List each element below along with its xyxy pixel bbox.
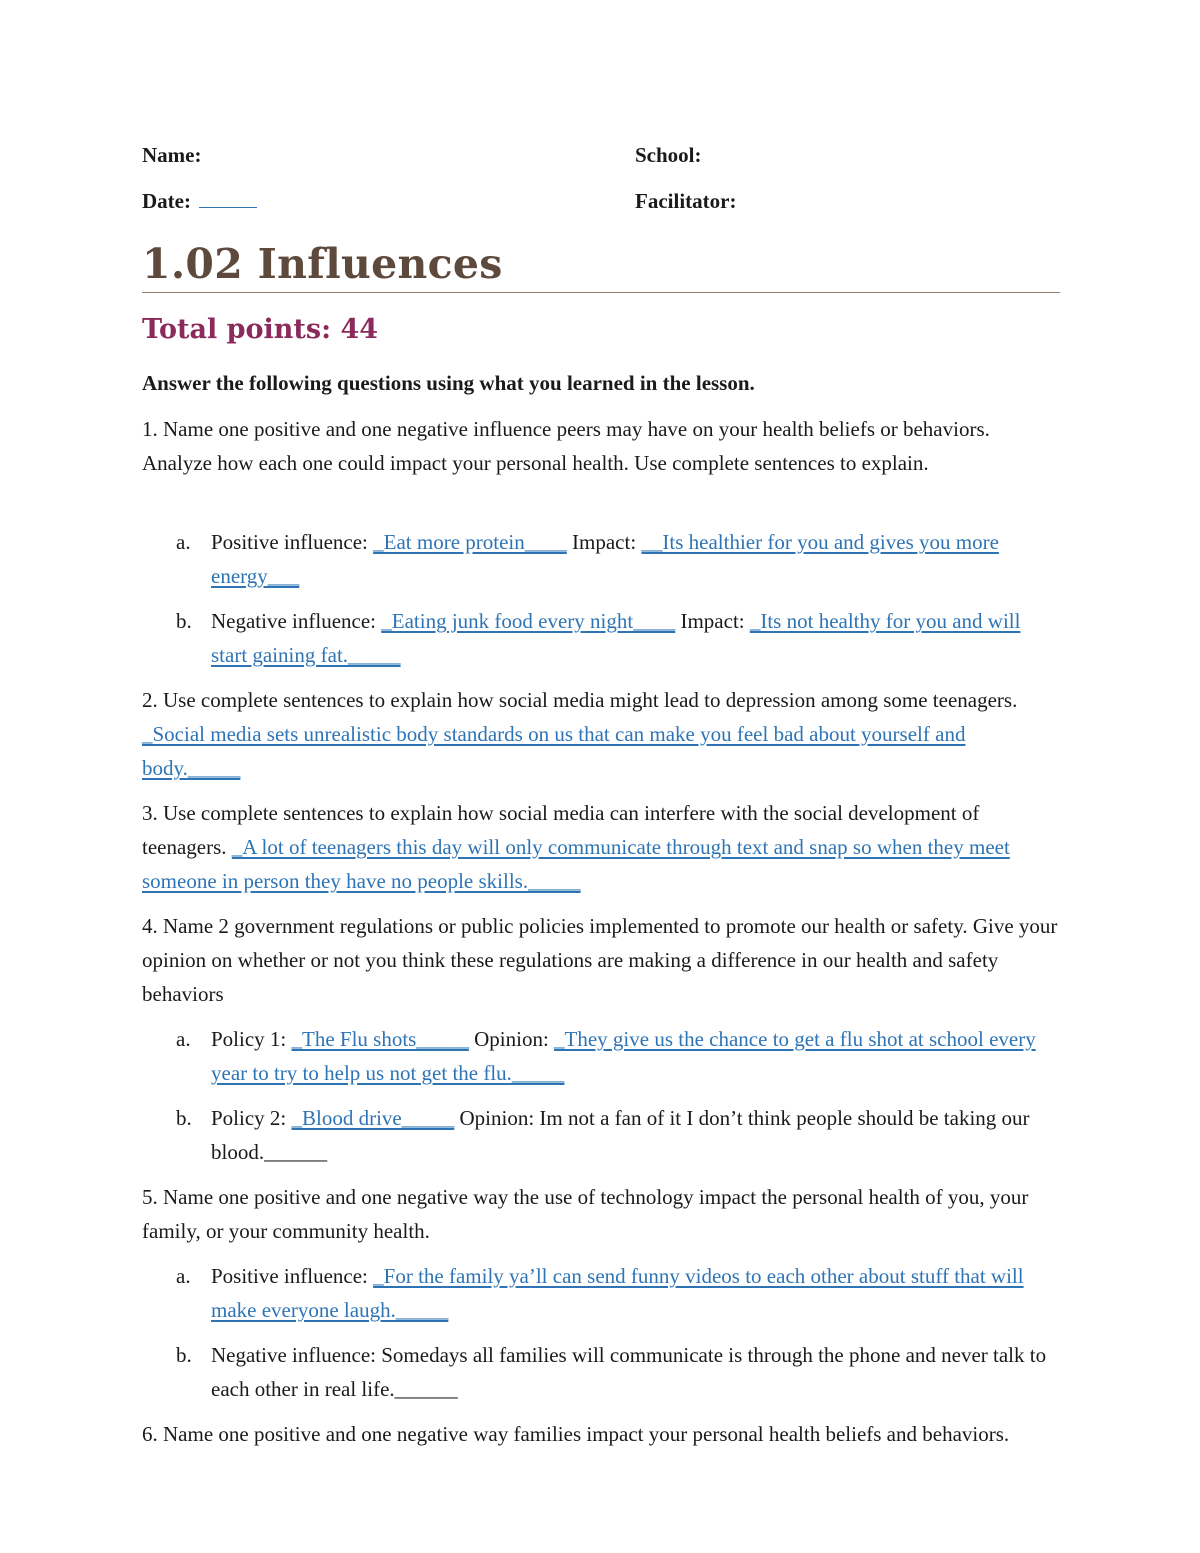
- answer-policy-1[interactable]: _The Flu shots_____: [291, 1027, 469, 1051]
- question-5-prompt: 5. Name one positive and one negative way the use of technology impact the personal health of you, your family, or your community health.: [142, 1185, 1029, 1243]
- answer-negative-impact[interactable]: _Its not healthy for you and will start gaining fat._____: [211, 609, 1021, 667]
- total-points: Total points: 44: [142, 314, 379, 345]
- name-label: Name:: [142, 143, 202, 167]
- answer-opinion-2[interactable]: Opinion: Im not a fan of it I don’t think people should be taking our blood.______: [211, 1106, 1030, 1164]
- item-label: Positive influence:: [211, 1264, 374, 1288]
- item-label: Positive influence:: [211, 530, 374, 554]
- item-marker: a.: [176, 530, 191, 554]
- item-marker: a.: [176, 1027, 191, 1051]
- answer-technology-negative[interactable]: Negative influence: Somedays all families will communicate is through the phone and never talk to each other in real life.______: [211, 1343, 1047, 1401]
- date-label: Date:: [142, 189, 191, 213]
- question-2: [142, 683, 1060, 785]
- answer-policy-2[interactable]: _Blood drive_____: [291, 1106, 455, 1130]
- date-blank[interactable]: [199, 189, 257, 208]
- instructions: Answer the following questions using what you learned in the lesson.: [142, 371, 755, 395]
- item-label: Negative influence:: [211, 609, 382, 633]
- item-text: [211, 1101, 1060, 1169]
- item-text: [211, 525, 1060, 593]
- question-1-prompt: 1. Name one positive and one negative influence peers may have on your health beliefs or behaviors. Analyze how each one could impact your personal health. Use complete sentences to explain.: [142, 417, 990, 475]
- item-label: Opinion:: [468, 1027, 555, 1051]
- item-marker: a.: [176, 1264, 191, 1288]
- item-marker: b.: [176, 1343, 192, 1367]
- answer-positive-impact[interactable]: __Its healthier for you and gives you more energy___: [211, 530, 999, 588]
- item-text: [211, 1259, 1060, 1327]
- date-field[interactable]: [142, 189, 257, 214]
- item-label: Impact:: [675, 609, 750, 633]
- item-text: [211, 1022, 1060, 1090]
- question-4-prompt: 4. Name 2 government regulations or public policies implemented to promote our health or safety. Give your opinion on whether or not you think these regulations are making a difference in our health and safety behaviors: [142, 914, 1058, 1006]
- question-6-prompt: 6. Name one positive and one negative way families impact your personal health beliefs and behaviors.: [142, 1422, 1010, 1446]
- item-marker: b.: [176, 609, 192, 633]
- title-divider: [142, 292, 1060, 293]
- answer-opinion-1[interactable]: _They give us the chance to get a flu shot at school every year to try to help us not get the flu._____: [211, 1027, 1036, 1085]
- question-3: [142, 796, 1060, 898]
- answer-technology-positive[interactable]: _For the family ya’ll can send funny videos to each other about stuff that will make everyone laugh._____: [211, 1264, 1024, 1322]
- question-3-prompt: 3. Use complete sentences to explain how social media can interfere with the social development of teenagers.: [142, 801, 980, 859]
- page-title: 1.02 Influences: [142, 240, 503, 288]
- facilitator-label: Facilitator:: [635, 189, 737, 213]
- item-label: Impact:: [566, 530, 642, 554]
- item-label: Policy 2:: [211, 1106, 292, 1130]
- question-3-answer[interactable]: _A lot of teenagers this day will only communicate through text and snap so when they meet someone in person they have no people skills._____: [142, 835, 1010, 893]
- answer-positive-influence[interactable]: _Eat more protein____: [373, 530, 567, 554]
- item-text: [211, 604, 1060, 672]
- item-marker: b.: [176, 1106, 192, 1130]
- question-2-prompt: 2. Use complete sentences to explain how social media might lead to depression among some teenagers.: [142, 688, 1018, 712]
- question-2-answer[interactable]: _Social media sets unrealistic body standards on us that can make you feel bad about yourself and body._____: [142, 722, 966, 780]
- answer-negative-influence[interactable]: _Eating junk food every night____: [381, 609, 676, 633]
- item-label: Policy 1:: [211, 1027, 292, 1051]
- school-label: School:: [635, 143, 702, 167]
